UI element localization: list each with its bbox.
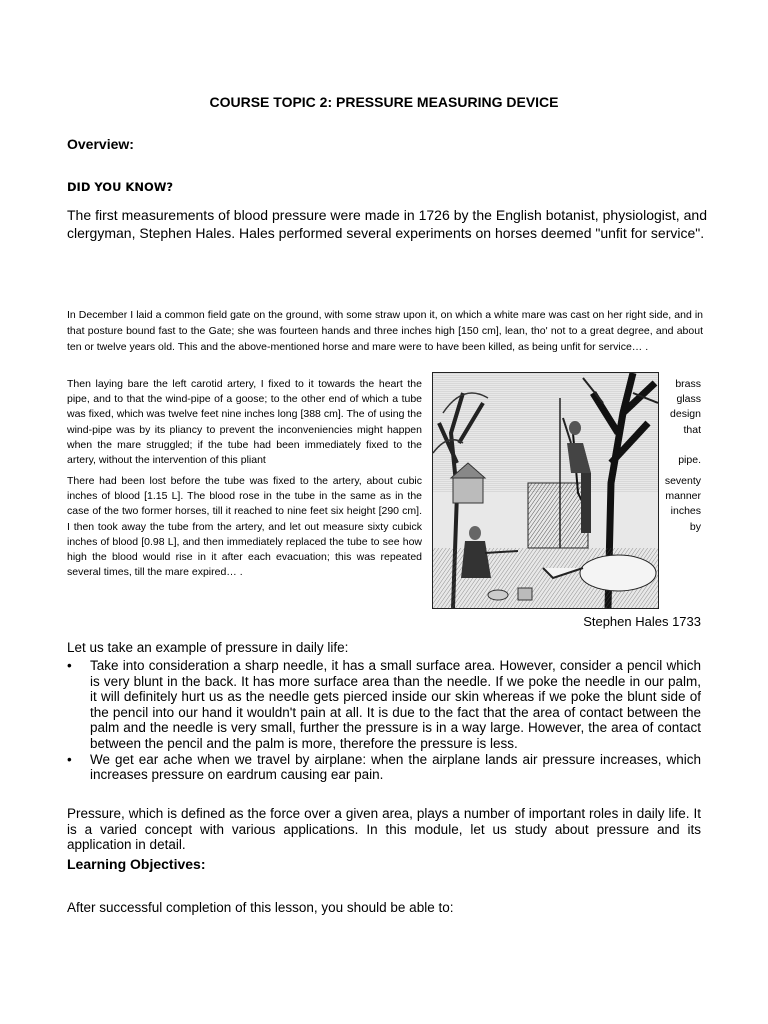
did-you-know-heading: DID YOU KNOW? [67, 180, 174, 194]
intro-paragraph: The first measurements of blood pressure were made in 1726 by the English botanist, physiologist, and clergyman, Stephen Hales. Hales performed several experiments on horses deemed "unfit for service". [67, 207, 707, 241]
list-item-text: Take into consideration a sharp needle, it has a small surface area. However, consider a pencil which is very blunt in the back. It has more surface area than the needle. If we poke the needle in our palm, it will definitely hurt us as the needle gets pierced inside our skin whereas if we poke the blunt side of the pencil into our hand it wouldn't pain at all. It is due to the fact that the area of contact between the palm and the needle is very small, further the pressure is in a way large. However, the area of contact between the pencil and the palm is more, therefore the pressure is less. [90, 658, 701, 751]
pressure-definition-paragraph: Pressure, which is defined as the force over a given area, plays a number of important roles in daily life. It is a varied concept with various applications. In this module, let us study about pressure and its application in detail. [67, 806, 701, 853]
overview-heading: Overview: [67, 136, 134, 152]
hales-quote-paragraph-3: There had been lost before the tube was fixed to the artery, about cubic inches of blood [1.15 L]. The blood rose in the tube in the same as in the case of the two former horses, till it reached to nine feet six height [290 cm]. I then took away the tube from the artery, and let out measure sixty cubick inches of blood [0.98 L], and then immediately replaced the tube to see how high the blood would rise in it after each evacuation; this was repeated several times, till the mare expired… . [67, 475, 422, 579]
examples-list [67, 658, 701, 783]
hales-quote-paragraph-2: Then laying bare the left carotid artery, I fixed to it towards the heart the pipe, and to that the wind-pipe of a goose; to the other end of which a tube was fixed, which was twelve feet nine inches long [388 cm]. The of using the wind-pipe was by its pliancy to prevent the inconveniencies might happen when the mare struggled; if the tube had been immediately fixed to the artery, without the intervention of this pliant [67, 378, 422, 467]
right-fragment: pipe. [678, 454, 701, 467]
list-item [67, 658, 701, 752]
right-fragment: glass [676, 393, 701, 406]
right-fragment: brass [675, 378, 701, 390]
right-fragment: design [670, 408, 701, 421]
bullet-icon: • [67, 658, 72, 673]
page-title: COURSE TOPIC 2: PRESSURE MEASURING DEVICE [209, 94, 559, 110]
figure-caption: Stephen Hales 1733 [583, 614, 701, 629]
bullet-icon: • [67, 751, 72, 767]
quote-2-right-fragments [655, 377, 701, 468]
list-item [67, 752, 701, 783]
learning-objectives-heading: Learning Objectives: [67, 856, 206, 872]
right-fragment: that [683, 423, 701, 436]
right-fragment: inches [670, 505, 701, 518]
right-fragment: by [689, 520, 701, 533]
hales-quote-paragraph-1: In December I laid a common field gate on the ground, with some straw upon it, on which a white mare was cast on her right side, and in that posture bound fast to the Gate; she was fourteen hands and three inches high [150 cm], lean, tho' not to a great degree, and about ten or twelve years old. This and the above-mentioned horse and mare were to have been killed, as being unfit for service… . [67, 309, 703, 353]
objectives-lead-sentence: After successful completion of this lesson, you should be able to: [67, 900, 454, 915]
quote-3-right-fragments [655, 474, 701, 535]
right-fragment [655, 438, 701, 453]
example-lead-sentence: Let us take an example of pressure in daily life: [67, 640, 349, 655]
right-fragment: manner [665, 490, 701, 503]
right-fragment: seventy [664, 475, 701, 487]
hales-experiment-engraving [432, 372, 659, 609]
list-item-text: We get ear ache when we travel by airplane: when the airplane lands air pressure increases, which increases pressure on eardrum causing ear pain. [90, 751, 701, 783]
